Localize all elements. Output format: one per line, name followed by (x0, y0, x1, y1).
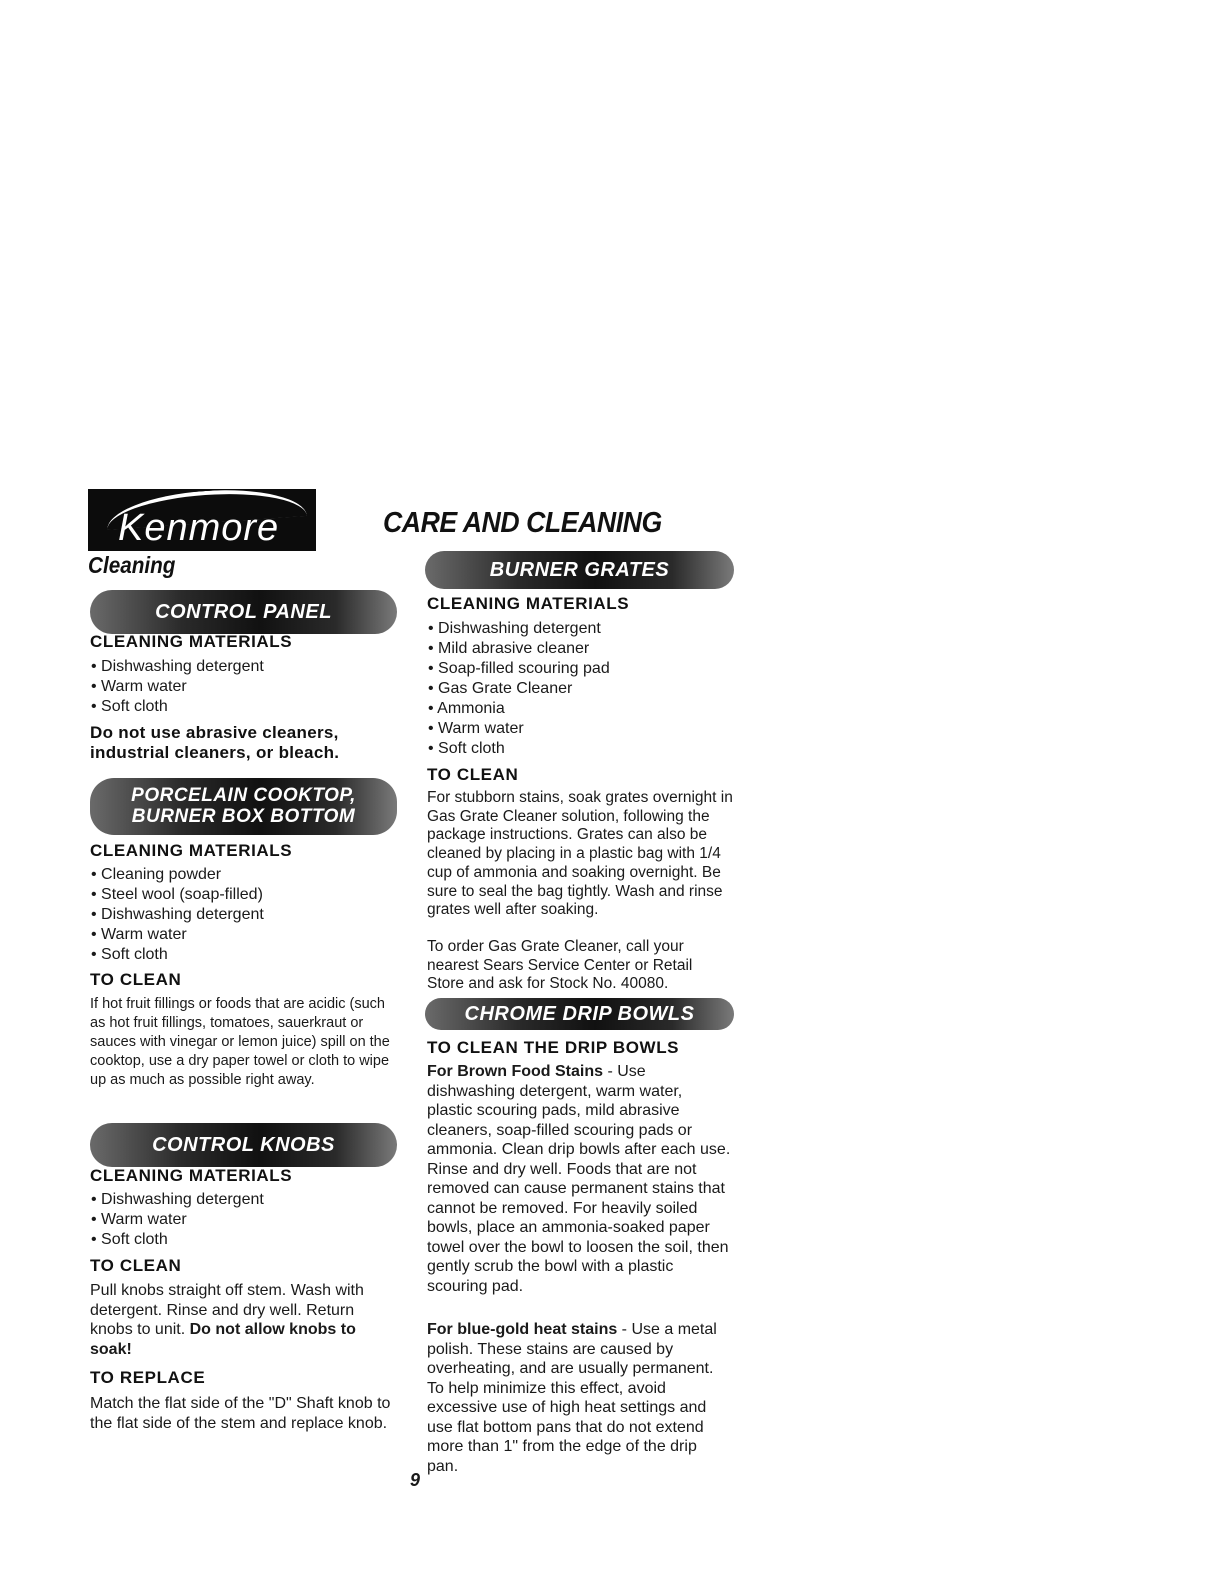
chrome-drip-bowls-banner: CHROME DRIP BOWLS (425, 998, 734, 1030)
burner-grates-banner: BURNER GRATES (425, 551, 734, 589)
list-item: • Warm water (428, 719, 610, 739)
brown-stains-label: For Brown Food Stains (427, 1063, 603, 1080)
knobs-replace-text: Match the flat side of the "D" Shaft knob to the flat side of the stem and replace knob. (90, 1395, 391, 1432)
list-item: • Soft cloth (91, 697, 264, 717)
knobs-clean-text: Pull knobs straight off stem. Wash with detergent. Rinse and dry well. Return knobs to unit. Do not allow knobs to soak! (90, 1282, 364, 1358)
list-item: • Steel wool (soap-filled) (91, 885, 264, 905)
porcelain-clean-heading: TO CLEAN (90, 970, 182, 989)
logo-text: Kenmore (118, 507, 280, 549)
list-item: • Dishwashing detergent (91, 905, 264, 925)
section-title: Cleaning (88, 552, 176, 578)
list-item: • Ammonia (428, 699, 610, 719)
control-panel-materials-heading: CLEANING MATERIALS (90, 632, 293, 651)
list-item: • Warm water (91, 677, 264, 697)
control-panel-materials-list (91, 657, 264, 717)
bluegold-stains-label: For blue-gold heat stains (427, 1321, 618, 1338)
list-item: • Dishwashing detergent (91, 657, 264, 677)
control-panel-warning-2: industrial cleaners, or bleach. (90, 743, 340, 762)
knobs-materials-list (91, 1190, 264, 1250)
knobs-clean-heading: TO CLEAN (90, 1256, 182, 1275)
list-item: • Dishwashing detergent (428, 619, 610, 639)
list-item: • Soap-filled scouring pad (428, 659, 610, 679)
grates-clean-text-1: For stubborn stains, soak grates overnight in Gas Grate Cleaner solution, following the package instructions. Grates can also be cleaned by placing in a plastic bag with 1/4 cup of ammonia and soaking overnight. Be sure to seal the bag tightly. Wash and rinse grates well after soaking. (427, 789, 733, 919)
knobs-materials-heading: CLEANING MATERIALS (90, 1166, 293, 1185)
list-item: • Soft cloth (91, 1230, 264, 1250)
control-knobs-banner: CONTROL KNOBS (90, 1123, 397, 1167)
kenmore-logo (88, 489, 316, 551)
page-number: 9 (410, 1470, 421, 1490)
drip-bowls-brown-stains-text: For Brown Food Stains - Use dishwashing detergent, warm water, plastic scouring pads, mild abrasive cleaners, soap-filled scouring pads or ammonia. Clean drip bowls after each use. Rinse and dry well. Foods that are not removed can cause permanent stains that cannot be removed. For heavily soiled bowls, place an ammonia-soaked paper towel over the bowl to loosen the soil, then gently scrub the bowl with a plastic scouring pad. (427, 1063, 731, 1295)
porcelain-materials-heading: CLEANING MATERIALS (90, 841, 293, 860)
grates-clean-text-2: To order Gas Grate Cleaner, call your nearest Sears Service Center or Retail Store and ask for Stock No. 40080. (427, 938, 693, 993)
porcelain-clean-text: If hot fruit fillings or foods that are acidic (such as hot fruit fillings, tomatoes, sauerkraut or sauces with vinegar or lemon juice) spill on the cooktop, use a dry paper towel or cloth to wipe up as much as possible right away. (90, 996, 390, 1088)
porcelain-banner: PORCELAIN COOKTOP, BURNER BOX BOTTOM (90, 778, 397, 835)
list-item: • Warm water (91, 925, 264, 945)
page-title: CARE AND CLEANING (383, 507, 662, 539)
grates-materials-heading: CLEANING MATERIALS (427, 594, 630, 613)
list-item: • Warm water (91, 1210, 264, 1230)
grates-clean-heading: TO CLEAN (427, 765, 519, 784)
list-item: • Cleaning powder (91, 865, 264, 885)
grates-materials-list (428, 619, 610, 759)
drip-bowls-clean-heading: TO CLEAN THE DRIP BOWLS (427, 1038, 680, 1057)
list-item: • Gas Grate Cleaner (428, 679, 610, 699)
list-item: • Soft cloth (428, 739, 610, 759)
list-item: • Dishwashing detergent (91, 1190, 264, 1210)
control-panel-banner: CONTROL PANEL (90, 590, 397, 634)
list-item: • Mild abrasive cleaner (428, 639, 610, 659)
list-item: • Soft cloth (91, 945, 264, 965)
knobs-soak-warning: Do not allow knobs to soak! (90, 1321, 356, 1358)
porcelain-materials-list (91, 865, 264, 965)
knobs-replace-heading: TO REPLACE (90, 1368, 206, 1387)
drip-bowls-bluegold-stains-text: For blue-gold heat stains - Use a metal polish. These stains are caused by overheating, and are usually permanent. To help minimize this effect, avoid excessive use of high heat settings and use flat bottom pans that do not extend more than 1" from the edge of the drip pan. (427, 1321, 717, 1475)
control-panel-warning-1: Do not use abrasive cleaners, (90, 723, 339, 742)
